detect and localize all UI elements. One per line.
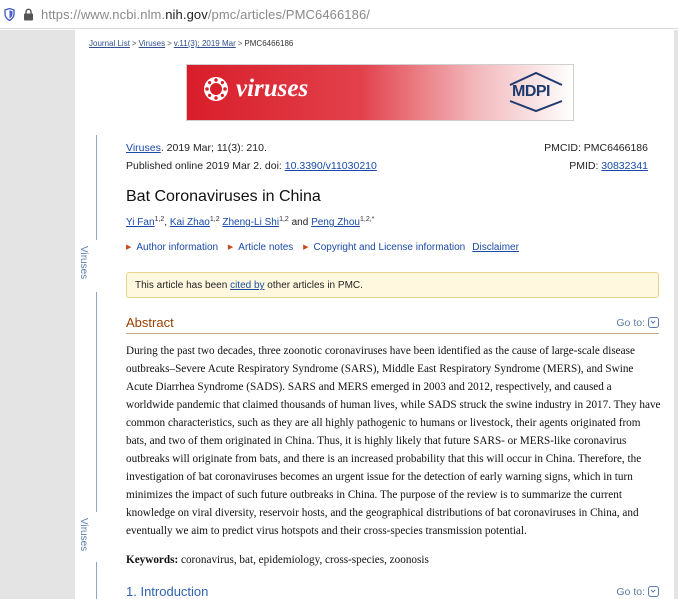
goto-menu[interactable]: [616, 317, 659, 329]
triangle-right-icon: ▶: [126, 244, 132, 251]
shield-icon[interactable]: [4, 8, 15, 21]
breadcrumb-viruses[interactable]: Viruses: [138, 39, 166, 48]
breadcrumb-journal-list[interactable]: Journal List: [89, 39, 130, 48]
breadcrumb: [89, 39, 293, 48]
author-link[interactable]: Kai Zhao: [169, 217, 210, 228]
keywords-label: Keywords:: [126, 554, 179, 566]
publisher-name: MDPI: [512, 83, 550, 100]
author-information-toggle[interactable]: [126, 242, 218, 253]
info-links: [126, 242, 519, 253]
triangle-right-icon: ▶: [303, 244, 309, 251]
virus-logo-icon: [203, 76, 229, 102]
goto-label: Go to:: [616, 586, 645, 598]
doi-link[interactable]: 10.3390/v11030210: [284, 160, 377, 172]
side-rule: [96, 562, 97, 599]
cited-by-prefix: This article has been: [135, 280, 231, 291]
url-prefix: https://www.ncbi.nlm.: [41, 7, 166, 22]
cited-by-notice: [126, 272, 659, 298]
breadcrumb-separator: >: [237, 39, 243, 48]
url-path: /pmc/articles/PMC6466186/: [207, 7, 371, 22]
lock-icon[interactable]: [23, 8, 34, 21]
address-bar[interactable]: [0, 0, 678, 29]
triangle-right-icon: ▶: [227, 244, 234, 251]
journal-banner[interactable]: [186, 64, 574, 121]
article-notes-toggle[interactable]: [228, 242, 293, 253]
copyright-toggle[interactable]: [303, 242, 465, 253]
author-link[interactable]: Zheng-Li Shi: [222, 217, 280, 228]
abstract-text: During the past two decades, three zoonotic coronaviruses have been identified as the cause of large-scale disease outbreaks–Severe Acute Respiratory Syndrome (SARS), Middle East Respiratory Syndrome (MERS), and Swine Acute Diarrhea Syndrome (SADS). SARS and MERS emerged in 2003 and 2012, respectively, and caused a worldwide pandemic that claimed thousands of human lives, while SADS struck the swine industry in 2017. They have common characteristics, such as they are all highly pathogenic to humans or livestock, their agents originated from bats, and two of them originated in China. Thus, it is highly likely that future SARS- or MERS-like coronavirus outbreaks will originate from bats, and there is an increased probability that this will occur in China. Therefore, the investigation of bat coronaviruses becomes an urgent issue for the detection of early warning signs, which in turn minimizes the impact of such future outbreaks in China. The purpose of the review is to summarize the current knowledge on viral diversity, reservoir hosts, and the geographical distributions of bat coronaviruses in China, and eventually we aim to predict virus hotspots and their cross-species transmission potential.: [126, 345, 661, 537]
pmcid: PMCID: PMC6466186: [544, 142, 648, 154]
left-gutter: [0, 30, 75, 599]
side-rule: [96, 292, 97, 512]
disclaimer-link[interactable]: Disclaimer: [472, 242, 519, 253]
side-label: Viruses: [78, 518, 89, 552]
published-text: Published online 2019 Mar 2. doi:: [126, 160, 285, 172]
published-line: [126, 157, 377, 175]
breadcrumb-separator: >: [167, 39, 172, 48]
article-notes-label: Article notes: [238, 242, 294, 253]
author-affiliation: 1,2: [279, 216, 289, 223]
author-list: Yi Fan$^{1,2}$, Kai Zhao$^{1,2}$ Zheng-Li Shi$^{1,2}$ and Peng Zhou$^{1,2,*}$: [126, 216, 375, 228]
article-ids: [530, 139, 648, 175]
citation-line: [126, 139, 377, 157]
abstract-header: [126, 314, 659, 334]
chevron-down-icon: [648, 586, 659, 597]
author-affiliation: 1,2: [209, 216, 220, 223]
right-gutter: [674, 30, 678, 599]
introduction-header: [126, 583, 659, 599]
chevron-down-icon: [648, 317, 659, 328]
author-affiliation: 1,2,*: [360, 216, 375, 223]
side-rule: [96, 135, 97, 240]
article-title: Bat Coronaviruses in China: [126, 188, 321, 205]
pmid-line: [530, 157, 648, 175]
pmid-label: PMID:: [569, 160, 602, 172]
journal-name: viruses: [236, 75, 309, 102]
author-affiliation: 1,2: [154, 216, 165, 223]
cited-by-suffix: other articles in PMC.: [264, 280, 363, 291]
citation-details: . 2019 Mar; 11(3): 210.: [160, 142, 267, 154]
url-text[interactable]: [41, 7, 370, 22]
author-link[interactable]: Peng Zhou: [311, 217, 360, 228]
breadcrumb-separator: >: [131, 39, 137, 48]
breadcrumb-issue[interactable]: v.11(3); 2019 Mar: [173, 39, 236, 48]
citation: [126, 139, 377, 175]
keywords: [126, 554, 429, 566]
copyright-label: Copyright and License information: [313, 242, 466, 253]
author-information-label: Author information: [136, 242, 219, 253]
journal-link[interactable]: Viruses: [126, 142, 161, 154]
breadcrumb-current: PMC6466186: [244, 39, 294, 48]
goto-label: Go to:: [616, 317, 645, 329]
author-link[interactable]: Yi Fan: [126, 217, 155, 228]
cited-by-link[interactable]: cited by: [230, 280, 265, 291]
introduction-heading: 1. Introduction: [126, 584, 209, 599]
side-label: Viruses: [78, 246, 89, 280]
authors-and: and: [291, 217, 309, 228]
pmid-link[interactable]: 30832341: [601, 160, 648, 172]
abstract-heading: Abstract: [126, 315, 174, 330]
url-host: nih.gov: [165, 7, 208, 22]
keywords-list: coronavirus, bat, epidemiology, cross-species, zoonosis: [178, 554, 429, 566]
goto-menu[interactable]: [616, 586, 659, 598]
